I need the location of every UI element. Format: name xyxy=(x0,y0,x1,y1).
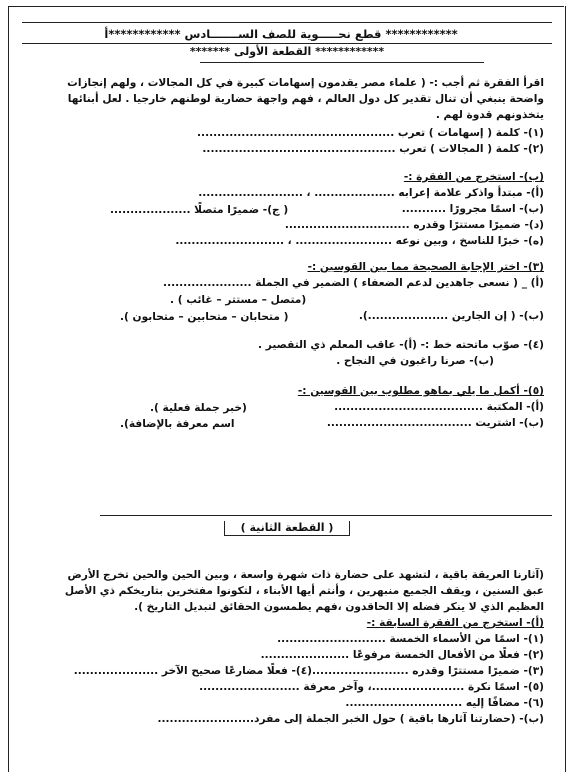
question-3-b-options: ( متحابان – متحابين – متحابون ). xyxy=(120,311,289,323)
question-4-a: (٤)- صوّب ماتحته خط :- (أ)- عاقب المعلم ذي التقصير . xyxy=(258,339,544,351)
question-4-b: (ب)- صرنا راغبون في النجاح . xyxy=(336,355,494,367)
question-3-a: (أ) _ ( نسعى جاهدين لدعم الضعفاء ) الضمير في الجملة ...................... xyxy=(163,277,544,289)
question-5-a: (أ)- المكتبة ..................................... xyxy=(334,401,544,413)
question-b-c: ( ج)- ضميرًا متصلًا .................... xyxy=(110,204,289,216)
passage2-line2: عبق السنين ، ويقف الجميع منبهرين ، وأنتم أيها الأبناء ، لتكونوا مفتخرين بتاريخكم ذي الأصل xyxy=(64,585,544,597)
part2-item-6: (٦)- مضافًا إليه ............................. xyxy=(345,697,544,709)
part2-question-b: (ب)- (حضارتنا آثارها باقية ) حول الخبر الجملة إلى مفرد........................ xyxy=(157,713,544,725)
part1-underline xyxy=(200,62,484,63)
part1-title: ************ القطعة الأولى ******* xyxy=(189,45,385,58)
header-rule-bottom xyxy=(22,43,552,44)
part2-item-5: (٥)- اسمًا نكرة .......................، وآخر معرفة ......................... xyxy=(199,681,544,693)
question-5-a-note: (خبر جملة فعلية ). xyxy=(150,402,247,414)
passage1-line1: اقرأ الفقرة ثم أجب :- ( علماء مصر يقدمون إسهامات كبيرة في كل المجالات ، ولهم إنجازات xyxy=(67,77,544,89)
passage1-line3: يتخذونهم قدوة لهم . xyxy=(435,109,544,121)
question-5-b: (ب)- اشتريت .................................... xyxy=(326,417,544,429)
part2-question-a-title: (أ)- استخرج من الفقرة السابقة :- xyxy=(366,617,544,629)
passage2-line3: العظيم الذي لا ينكر فضله إلا الحاقدون ،فهم يطمسون الحقائق لتبديل التاريخ ). xyxy=(134,601,544,613)
question-b-title: (ب)- استخرج من الفقرة :- xyxy=(403,171,544,183)
question-5-b-note: اسم معرفة بالإضافة). xyxy=(120,418,235,430)
question-1-a: (١)- كلمة ( إسهامات ) تعرب ................................................. xyxy=(197,127,544,139)
question-5-title: (٥)- أكمل ما يلي بماهو مطلوب بين القوسين :- xyxy=(297,385,544,397)
worksheet-title: ************ قطع نحـــــوية للصف الســـــــادس ************أ xyxy=(104,27,458,41)
question-3-title: (٣)- اختر الإجابة الصحيحة مما بين القوسين :- xyxy=(307,261,544,273)
header-rule-top xyxy=(22,22,552,23)
question-b-d: (د)- ضميرًا مستترًا وقدره ............................... xyxy=(284,219,544,231)
question-3-a-options: (متصل – مستتر – غائب ) . xyxy=(170,294,307,306)
part2-item-2: (٢)- فعلًا من الأفعال الخمسة مرفوعًا ...................... xyxy=(260,649,544,661)
question-3-b: (ب)- ( إن الجارين ....................). xyxy=(358,310,544,322)
question-b-e: (ه)- خبرًا للناسخ ، وبين نوعه ........................ ، ........................... xyxy=(175,235,544,247)
part2-title: ( القطعة الثانية ) xyxy=(224,521,351,536)
passage2-line1: (آثارنا العريقة باقية ، لتشهد على حضارة ذات شهرة واسعة ، وبين الحين والحين تخرج الأرض xyxy=(67,569,544,581)
part2-title-box xyxy=(0,521,574,534)
section-divider xyxy=(100,515,552,516)
part2-item-1: (١)- اسمًا من الأسماء الخمسة ........................... xyxy=(277,633,544,645)
passage1-line2: واضحة ينبغي أن تنال تقدير كل دول العالم ، فهم واجهة حضارية لوطنهم خارجيا . لعل أبنائها xyxy=(67,93,544,105)
question-b-b: (ب)- اسمًا مجرورًا ........... xyxy=(401,203,544,215)
question-b-a: (أ)- مبتدأ واذكر علامة إعرابه .................... ، .......................... xyxy=(198,187,544,199)
question-1-b: (٢)- كلمة ( المجالات ) تعرب ................................................ xyxy=(202,143,544,155)
part2-item-3-4: (٣)- ضميرًا مستترًا وقدره ........................(٤)- فعلًا مضارعًا صحيح الآخر ..................... xyxy=(73,665,544,677)
